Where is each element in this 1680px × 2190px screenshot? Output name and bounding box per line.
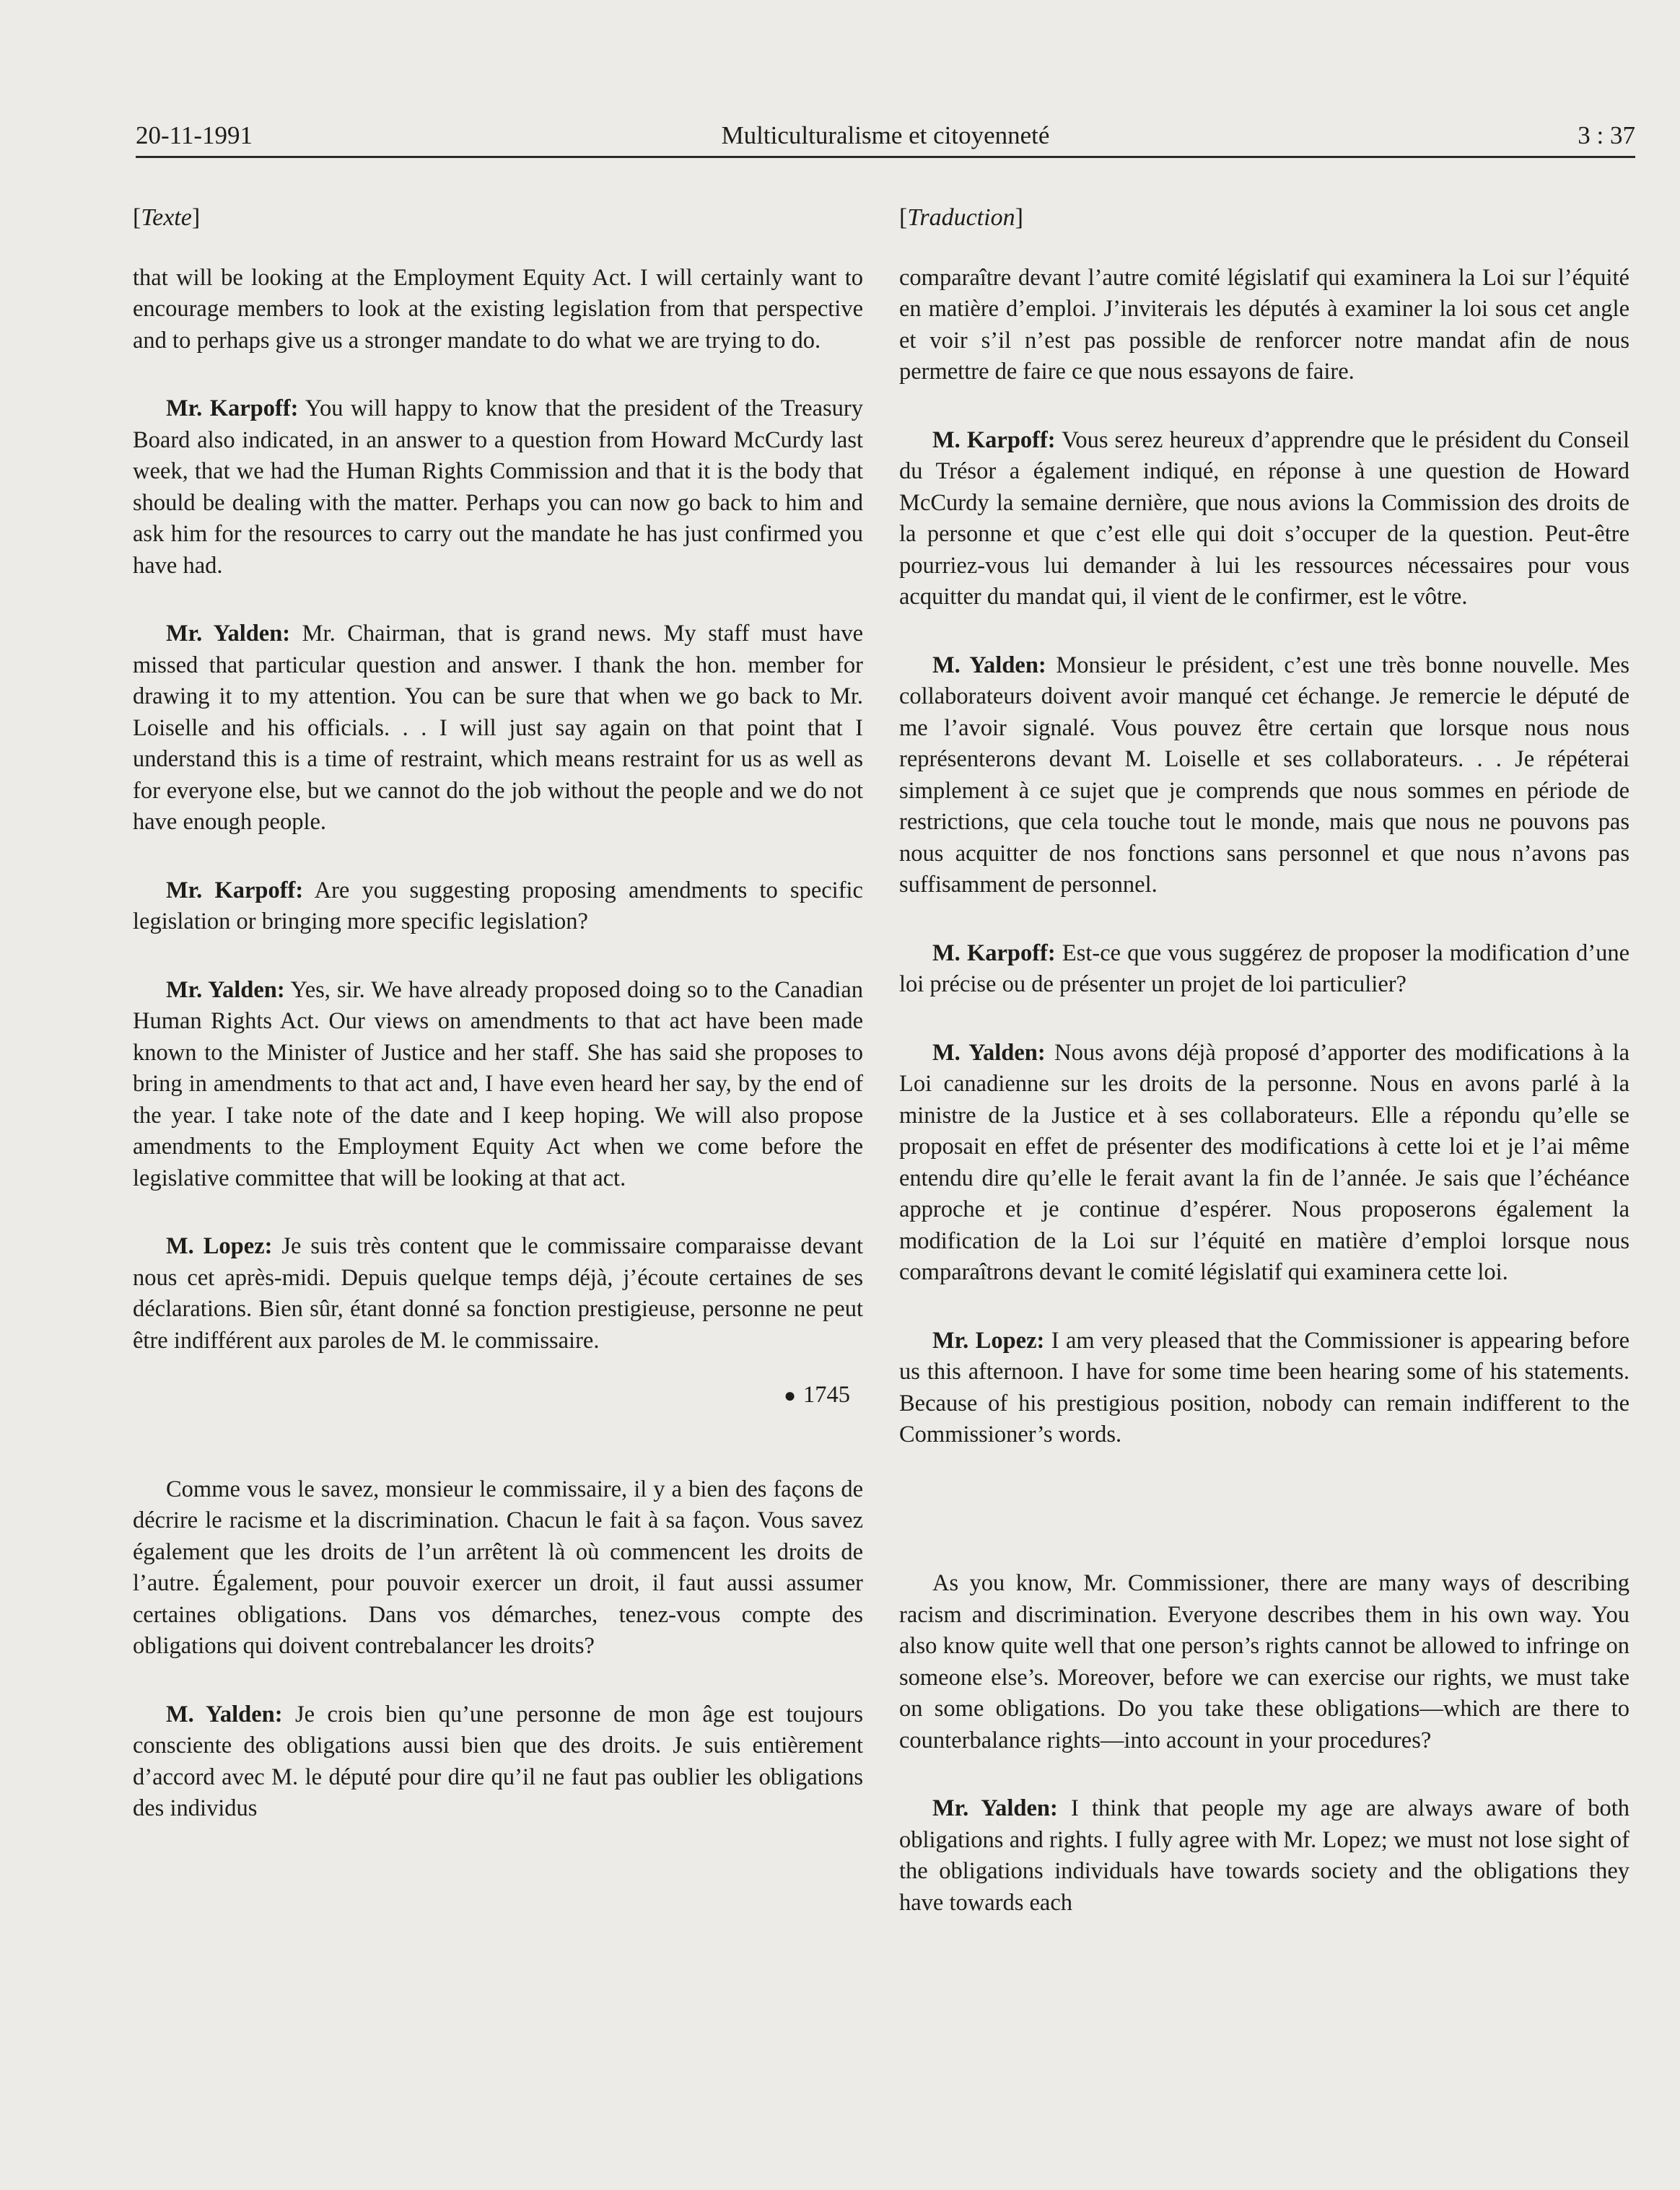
paragraph: Mr. Yalden: Mr. Chairman, that is grand news. My staff must have missed that particular question and answer. I thank the hon. member for drawing it to my attention. You can be sure that when we go back to Mr. Loiselle and his officials. . . I will just say again on that point that I understand this is a time of restraint, which means restraint for us as well as for everyone else, but we cannot do the job without the people and we do not have enough people. xyxy=(133,621,863,835)
paragraph: Mr. Yalden: Yes, sir. We have already proposed doing so to the Canadian Human Rights Act. Our views on amendments to that act have been made known to the Minister of Justice and her staff. She has said she proposes to bring in amendments to that act and, I have even heard her say, by the end of the year. I take note of the date and I keep hoping. We will also propose amendments to the Employment Equity Act when we come before the legislative committee that will be looking at that act. xyxy=(133,976,863,1191)
speaker-name: M. Yalden: xyxy=(932,1039,1046,1066)
speaker-name: M. Lopez: xyxy=(166,1233,273,1259)
speaker-name: M. Karpoff: xyxy=(932,939,1056,966)
paragraph: M. Karpoff: Est-ce que vous suggérez de proposer la modification d’une loi précise ou de présenter un projet de loi particulier? xyxy=(899,939,1629,997)
paragraph: Mr. Karpoff: Are you suggesting proposing amendments to specific legislation or bringing more specific legislation? xyxy=(133,877,863,934)
speaker-name: M. Yalden: xyxy=(166,1701,283,1727)
column-label: [Texte] xyxy=(133,204,201,231)
time-marker: ● 1745 xyxy=(784,1382,850,1408)
speaker-name: Mr. Yalden: xyxy=(166,976,285,1003)
column-label: [Traduction] xyxy=(899,204,1023,231)
paragraph: that will be looking at the Employment Equity Act. I will certainly want to encourage members to look at the existing legislation from that perspective and to perhaps give us a stronger mandate to do what we are trying to do. xyxy=(133,264,863,354)
header-title: Multiculturalisme et citoyenneté xyxy=(721,121,1050,149)
paragraph: comparaître devant l’autre comité législatif qui examinera la Loi sur l’équité en matière d’emploi. J’inviterais les députés à examiner la loi sous cet angle et voir s’il n’est pas possible de renforcer notre mandat afin de nous permettre de faire ce que nous essayons de faire. xyxy=(899,264,1629,385)
paragraph: Comme vous le savez, monsieur le commissaire, il y a bien des façons de décrire le racisme et la discrimination. Chacun le fait à sa façon. Vous savez également que les droits de l’un arrêtent là où commencent les droits de l’autre. Également, pour pouvoir exercer un droit, il faut aussi assumer certaines obligations. Dans vos démarches, tenez-vous compte des obligations qui doivent contrebalancer les droits? xyxy=(133,1476,863,1659)
paragraph: Mr. Karpoff: You will happy to know that the president of the Treasury Board also indicated, in an answer to a question from Howard McCurdy last week, that we had the Human Rights Commission and that it is the body that should be dealing with the matter. Perhaps you can now go back to him and ask him for the resources to carry out the mandate he has just confirmed you have had. xyxy=(133,395,863,579)
paragraph: As you know, Mr. Commissioner, there are many ways of describing racism and discrimination. Everyone describes them in his own way. You also know quite well that one person’s rights cannot be allowed to infringe on someone else’s. Moreover, before we can exercise our rights, we must take on some obligations. Do you take these obligations—which are there to counterbalance rights—into account in your procedures? xyxy=(899,1570,1629,1753)
speaker-name: Mr. Lopez: xyxy=(932,1327,1045,1354)
speaker-name: Mr. Karpoff: xyxy=(166,395,299,421)
bullet-icon: ● xyxy=(784,1385,796,1407)
header-date: 20-11-1991 xyxy=(136,121,253,149)
speaker-name: Mr. Yalden: xyxy=(166,621,291,647)
speaker-name: M. Yalden: xyxy=(932,652,1046,678)
column-french xyxy=(899,202,1629,1955)
speaker-name: M. Karpoff: xyxy=(932,426,1056,453)
header-page-number: 3 : 37 xyxy=(1578,121,1635,149)
paragraph: Mr. Lopez: I am very pleased that the Commissioner is appearing before us this afternoon. I have for some time been hearing some of his statements. Because of his prestigious position, nobody can remain indifferent to the Commissioner’s words. xyxy=(899,1327,1629,1447)
paragraph: M. Yalden: Je crois bien qu’une personne de mon âge est toujours consciente des obligations aussi bien que des droits. Je suis entièrement d’accord avec M. le député pour dire qu’il ne faut pas oublier les obligations des individus xyxy=(133,1701,863,1821)
speaker-name: Mr. Yalden: xyxy=(932,1795,1058,1821)
column-english xyxy=(133,202,863,1862)
paragraph: M. Yalden: Nous avons déjà proposé d’apporter des modifications à la Loi canadienne sur les droits de la personne. Nous en avons parlé à la ministre de la Justice et à ses collaborateurs. Elle a répondu qu’elle se proposait en effet de présenter des modifications à cette loi et je l’ai même entendu dire qu’elle le ferait avant la fin de l’année. Je sais que l’échéance approche et je continue d’espérer. Nous proposerons également la modification de la Loi sur l’équité en matière d’emploi lorsque nous comparaîtrons devant le comité législatif qui examinera cette loi. xyxy=(899,1039,1629,1285)
paragraph: M. Yalden: Monsieur le président, c’est une très bonne nouvelle. Mes collaborateurs doivent avoir manqué cet échange. Je remercie le député de me l’avoir signalé. Vous pouvez être certain que lorsque nous nous représenterons devant M. Loiselle et ses collaborateurs. . . Je répéterai simplement à ce sujet que je comprends que nous sommes en période de restrictions, que cela touche tout le monde, mais que nous ne pouvons pas nous acquitter de nos fonctions sans personnel et que nous n’avons pas suffisamment de personnel. xyxy=(899,652,1629,898)
paragraph: Mr. Yalden: I think that people my age are always aware of both obligations and rights. I fully agree with Mr. Lopez; we must not lose sight of the obligations individuals have towards society and the obligations they have towards each xyxy=(899,1795,1629,1916)
paragraph: M. Karpoff: Vous serez heureux d’apprendre que le président du Conseil du Trésor a également indiqué, en réponse à une question de Howard McCurdy la semaine dernière, que nous avions la Commission des droits de la personne et que c’est elle qui doit s’occuper de la question. Peut-être pourriez-vous lui demander à lui les ressources nécessaires pour vous acquitter du mandat qui, il vient de le confirmer, est le vôtre. xyxy=(899,426,1629,610)
page-header xyxy=(136,115,1635,158)
paragraph: M. Lopez: Je suis très content que le commissaire comparaisse devant nous cet après-midi. Depuis quelque temps déjà, j’écoute certaines de ses déclarations. Bien sûr, étant donné sa fonction prestigieuse, personne ne peut être indifférent aux paroles de M. le commissaire. xyxy=(133,1233,863,1354)
speaker-name: Mr. Karpoff: xyxy=(166,877,304,903)
